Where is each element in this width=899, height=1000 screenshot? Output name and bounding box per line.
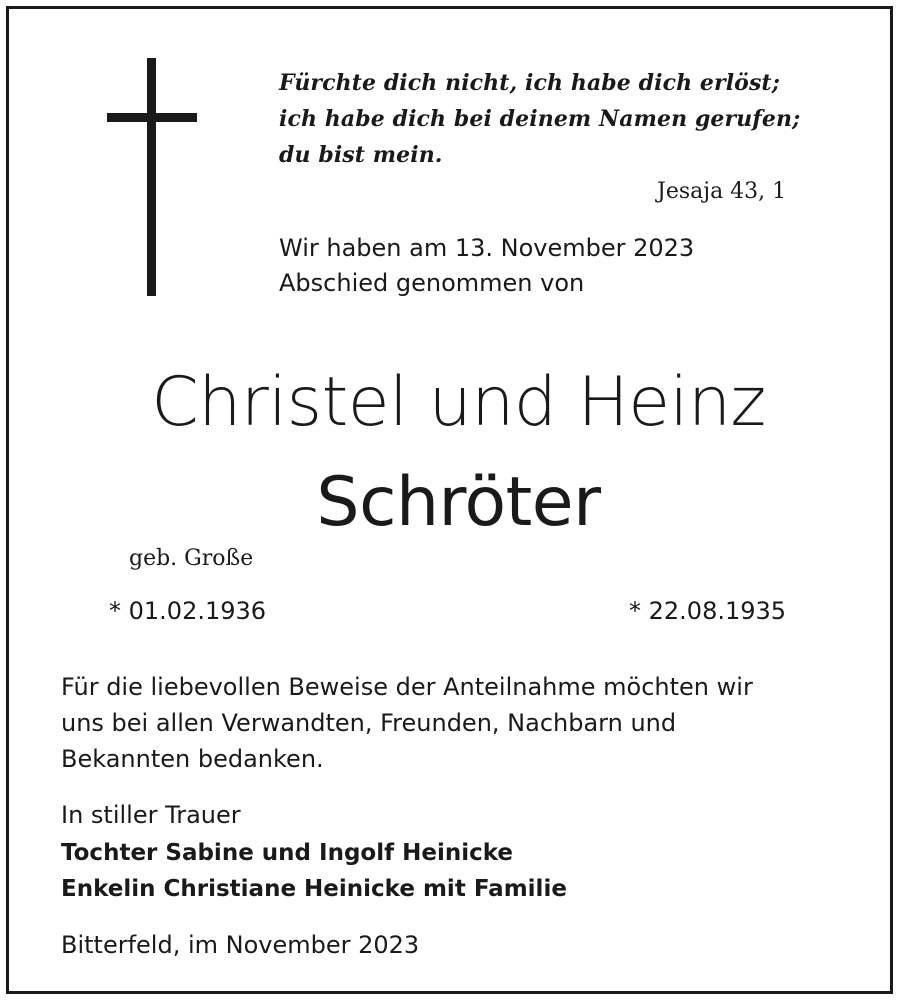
- verse-line: du bist mein.: [279, 142, 443, 168]
- bible-verse: [279, 65, 800, 173]
- birth-date-christel: * 01.02.1936: [109, 597, 267, 625]
- birth-date-heinz: * 22.08.1935: [629, 597, 787, 625]
- intro-text: [279, 231, 694, 301]
- mourner-line: Tochter Sabine und Ingolf Heinicke: [61, 840, 514, 866]
- intro-line: Abschied genommen von: [279, 269, 585, 297]
- verse-line: Fürchte dich nicht, ich habe dich erlöst;: [279, 70, 780, 96]
- thanks-line: Für die liebevollen Beweise der Anteilnahme möchten wir: [61, 673, 753, 701]
- thanks-text: [61, 669, 753, 777]
- cross-horizontal-bar: [107, 113, 197, 122]
- cross-vertical-bar: [147, 58, 156, 296]
- verse-source: Jesaja 43, 1: [657, 179, 787, 204]
- intro-line: Wir haben am 13. November 2023: [279, 234, 695, 262]
- thanks-line: uns bei allen Verwandten, Freunden, Nachbarn und: [61, 709, 677, 737]
- deceased-first-names: Christel und Heinz: [151, 363, 766, 442]
- mourners-list: [61, 835, 567, 907]
- deceased-surname: Schröter: [316, 463, 601, 542]
- thanks-line: Bekannten bedanken.: [61, 745, 324, 773]
- mourning-heading: In stiller Trauer: [61, 801, 241, 829]
- obituary-frame: [6, 6, 893, 994]
- place-and-date: Bitterfeld, im November 2023: [61, 931, 420, 959]
- mourner-line: Enkelin Christiane Heinicke mit Familie: [61, 876, 567, 902]
- maiden-name: geb. Große: [129, 546, 254, 571]
- verse-line: ich habe dich bei deinem Namen gerufen;: [279, 106, 801, 132]
